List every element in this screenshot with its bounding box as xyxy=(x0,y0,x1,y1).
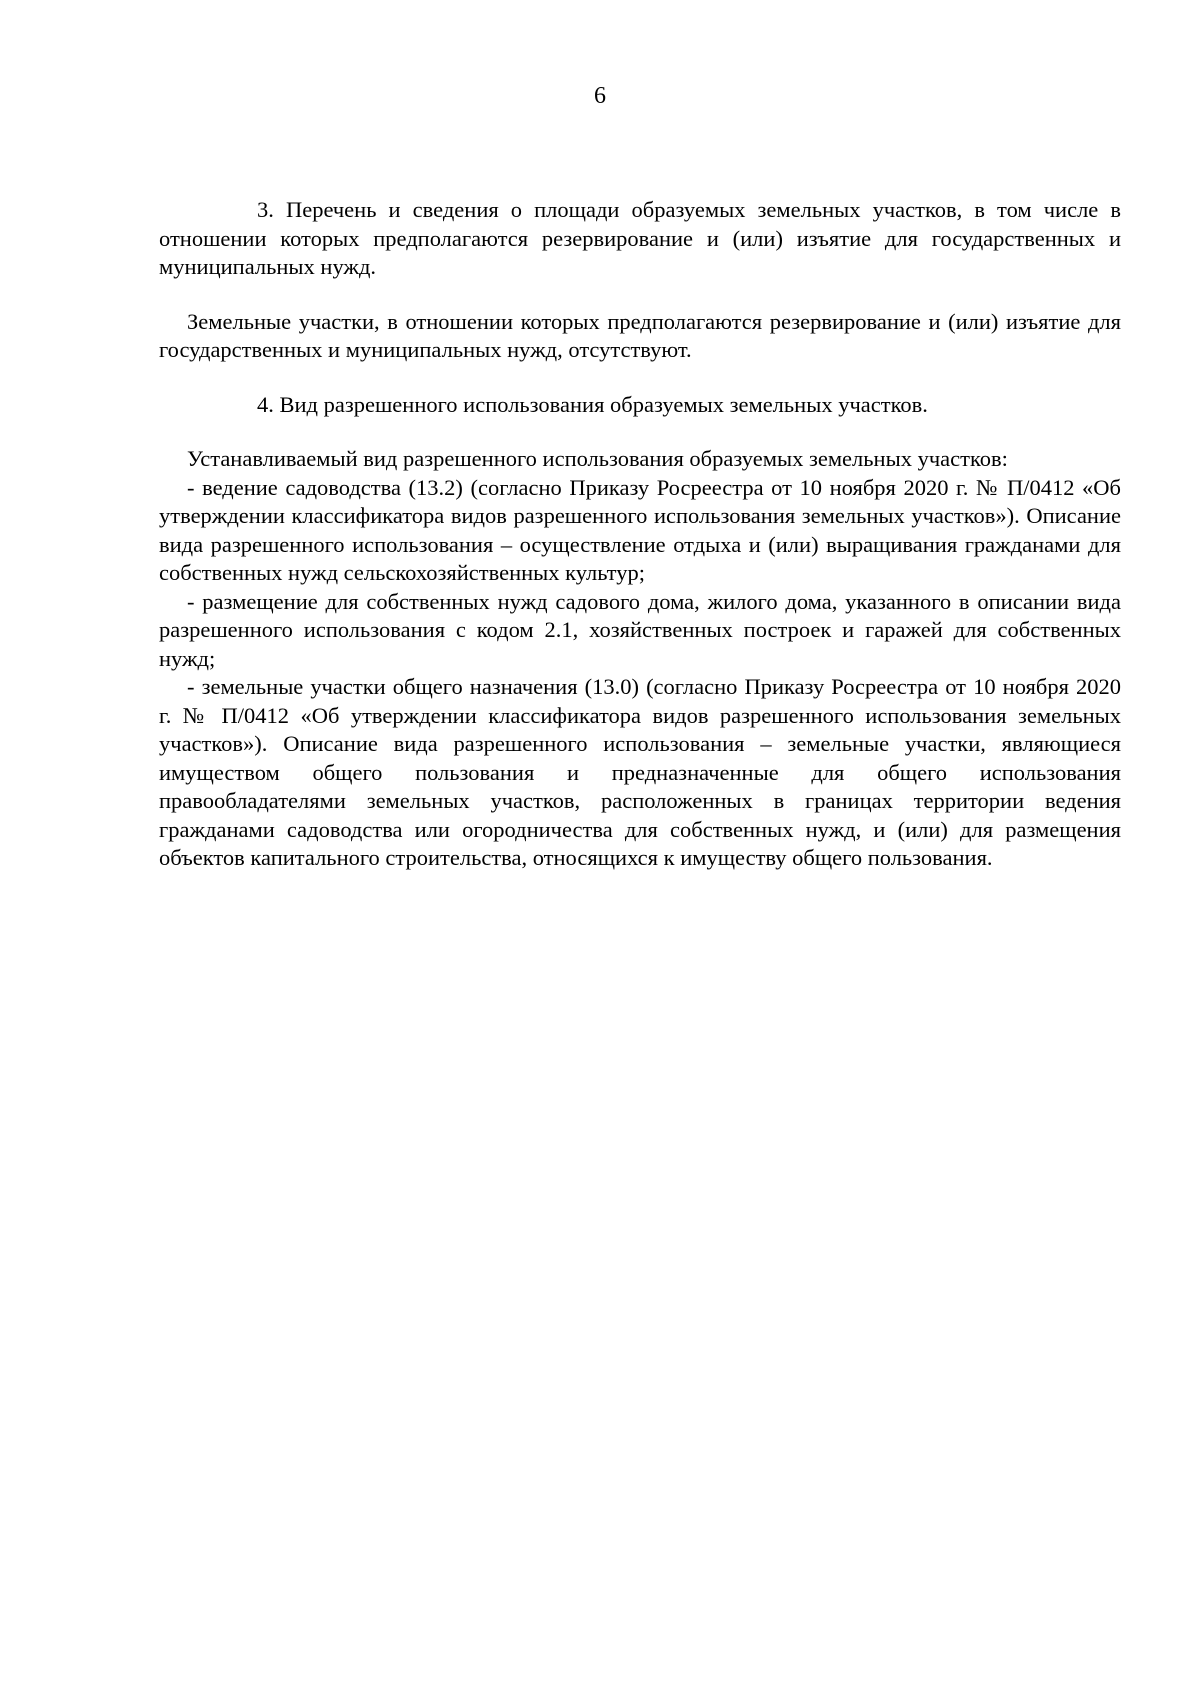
list-item-common-land: - земельные участки общего назначения (13.0) (согласно Приказу Росреестра от 10 ноября 2020 г. № П/0412 «Об утверждении классификатора видов разрешенного использования земельных участков»). Описание вида разрешенного использования – земельные участки, являющиеся имуществом общего пользования и предназначенные для общего использования правообладателями земельных участков, расположенных в границах территории ведения гражданами садоводства или огородничества для собственных нужд, и (или) для размещения объектов капитального строительства, относящихся к имуществу общего пользования. xyxy=(159,674,1121,870)
list-item-gardening: - ведение садоводства (13.2) (согласно Приказу Росреестра от 10 ноября 2020 г. № П/0412 «Об утверждении классификатора видов разрешенного использования земельных участков»). Описание вида разрешенного использования – осуществление отдыха и (или) выращивания гражданами для собственных нужд сельскохозяйственных культур; xyxy=(159,474,1121,585)
list-item-buildings: - размещение для собственных нужд садового дома, жилого дома, указанного в описании вида разрешенного использования с кодом 2.1, хозяйственных построек и гаражей для собственных нужд; xyxy=(159,588,1121,671)
section-3-paragraph: Земельные участки, в отношении которых предполагаются резервирование и (или) изъятие для государственных и муниципальных нужд, отсутствуют. xyxy=(159,308,1121,362)
document-body xyxy=(159,196,1121,873)
section-4-intro: Устанавливаемый вид разрешенного использования образуемых земельных участков: xyxy=(187,446,1008,471)
page-number: 6 xyxy=(594,83,606,109)
section-4-heading: 4. Вид разрешенного использования образуемых земельных участков. xyxy=(257,391,928,417)
section-3-heading: 3. Перечень и сведения о площади образуемых земельных участков, в том числе в отношении которых предполагаются резервирование и (или) изъятие для государственных и муниципальных нужд. xyxy=(159,197,1121,279)
